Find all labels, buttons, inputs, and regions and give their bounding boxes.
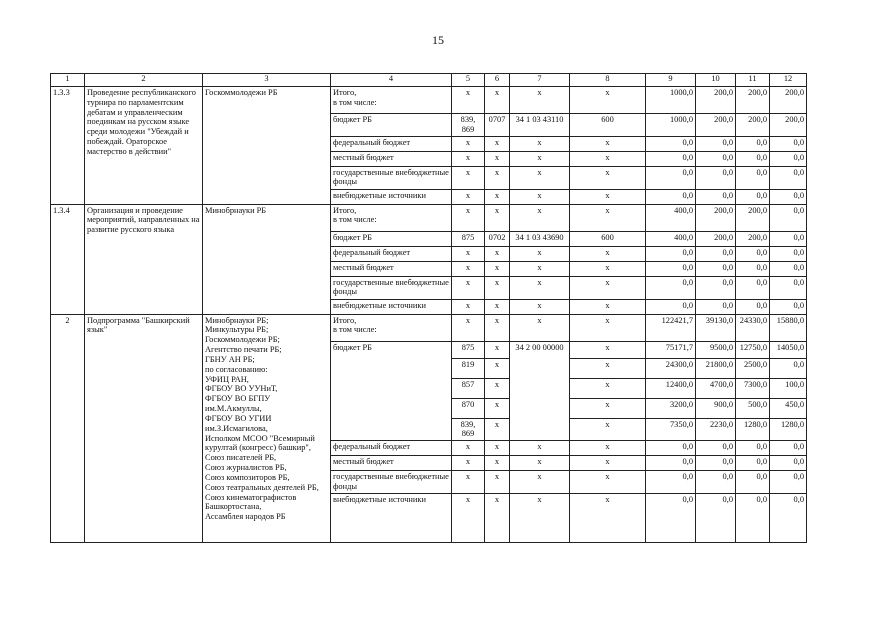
cell-total-sum: 400,0 bbox=[646, 231, 696, 246]
cell-section: х bbox=[485, 204, 510, 231]
cell-year-1: 4700,0 bbox=[696, 378, 736, 398]
funding-source-label: федеральный бюджет bbox=[331, 246, 452, 261]
cell-section: х bbox=[485, 299, 510, 314]
cell-total-sum: 0,0 bbox=[646, 299, 696, 314]
cell-section: х bbox=[485, 166, 510, 189]
cell-year-1: 0,0 bbox=[696, 471, 736, 494]
cell-grbs: 870 bbox=[452, 398, 485, 418]
cell-expense-type: х bbox=[570, 261, 646, 276]
cell-year-1: 0,0 bbox=[696, 136, 736, 151]
funding-source-label: местный бюджет bbox=[331, 456, 452, 471]
funding-source-label: бюджет РБ bbox=[331, 231, 452, 246]
cell-expense-type: х bbox=[570, 189, 646, 204]
funding-source-label: Итого, в том числе: bbox=[331, 204, 452, 231]
cell-year-2: 0,0 bbox=[736, 189, 770, 204]
cell-target-article: 34 2 00 00000 bbox=[510, 341, 570, 441]
cell-year-3: 200,0 bbox=[770, 114, 807, 137]
column-header-2: 2 bbox=[85, 74, 203, 87]
cell-grbs: х bbox=[452, 276, 485, 299]
cell-year-3: 14050,0 bbox=[770, 341, 807, 358]
cell-grbs: 819 bbox=[452, 358, 485, 378]
cell-section: х bbox=[485, 494, 510, 543]
cell-year-3: 0,0 bbox=[770, 204, 807, 231]
cell-section: х bbox=[485, 471, 510, 494]
cell-expense-type: х bbox=[570, 276, 646, 299]
cell-year-2: 0,0 bbox=[736, 166, 770, 189]
cell-year-3: 1280,0 bbox=[770, 418, 807, 441]
cell-total-sum: 0,0 bbox=[646, 441, 696, 456]
cell-grbs: х bbox=[452, 314, 485, 341]
cell-year-3: 200,0 bbox=[770, 87, 807, 114]
funding-source-label: местный бюджет bbox=[331, 151, 452, 166]
cell-year-2: 0,0 bbox=[736, 471, 770, 494]
cell-year-1: 0,0 bbox=[696, 276, 736, 299]
cell-total-sum: 0,0 bbox=[646, 151, 696, 166]
column-header-9: 9 bbox=[646, 74, 696, 87]
cell-year-2: 0,0 bbox=[736, 276, 770, 299]
cell-year-3: 0,0 bbox=[770, 136, 807, 151]
cell-year-2: 0,0 bbox=[736, 299, 770, 314]
cell-grbs: 875 bbox=[452, 231, 485, 246]
cell-year-2: 0,0 bbox=[736, 136, 770, 151]
cell-year-2: 1280,0 bbox=[736, 418, 770, 441]
cell-expense-type: х bbox=[570, 441, 646, 456]
cell-total-sum: 0,0 bbox=[646, 261, 696, 276]
cell-year-1: 21800,0 bbox=[696, 358, 736, 378]
cell-year-2: 200,0 bbox=[736, 204, 770, 231]
cell-section: х bbox=[485, 136, 510, 151]
table-row bbox=[51, 87, 807, 114]
cell-year-1: 39130,0 bbox=[696, 314, 736, 341]
cell-target-article: 34 1 03 43690 bbox=[510, 231, 570, 246]
subprogram-2-number: 2 bbox=[51, 314, 85, 543]
funding-source-label: внебюджетные источники bbox=[331, 494, 452, 543]
funding-source-label: государственные внебюджетные фонды bbox=[331, 471, 452, 494]
cell-grbs: х bbox=[452, 471, 485, 494]
cell-year-3: 0,0 bbox=[770, 358, 807, 378]
column-header-12: 12 bbox=[770, 74, 807, 87]
cell-target-article: х bbox=[510, 136, 570, 151]
cell-year-3: 0,0 bbox=[770, 299, 807, 314]
cell-target-article: х bbox=[510, 87, 570, 114]
cell-total-sum: 1000,0 bbox=[646, 114, 696, 137]
measure-1-3-3-title: Проведение республиканского турнира по парламентским дебатам и управленческим поединкам на русском языке среди молодежи "Убеждай и побеждай. Ораторское мастерство в действии" bbox=[85, 87, 203, 205]
cell-grbs: х bbox=[452, 166, 485, 189]
cell-expense-type: х bbox=[570, 166, 646, 189]
cell-year-2: 2500,0 bbox=[736, 358, 770, 378]
cell-year-2: 0,0 bbox=[736, 151, 770, 166]
funding-source-label: государственные внебюджетные фонды bbox=[331, 166, 452, 189]
cell-total-sum: 0,0 bbox=[646, 246, 696, 261]
cell-target-article: х bbox=[510, 246, 570, 261]
cell-section: х bbox=[485, 261, 510, 276]
cell-year-1: 0,0 bbox=[696, 151, 736, 166]
cell-year-2: 200,0 bbox=[736, 114, 770, 137]
cell-year-1: 0,0 bbox=[696, 166, 736, 189]
cell-year-3: 0,0 bbox=[770, 471, 807, 494]
cell-year-3: 0,0 bbox=[770, 456, 807, 471]
cell-expense-type: х bbox=[570, 299, 646, 314]
cell-year-2: 200,0 bbox=[736, 87, 770, 114]
cell-section: х bbox=[485, 189, 510, 204]
table-row bbox=[51, 204, 807, 231]
cell-year-1: 0,0 bbox=[696, 494, 736, 543]
cell-target-article: х bbox=[510, 166, 570, 189]
cell-target-article: х bbox=[510, 261, 570, 276]
cell-year-2: 0,0 bbox=[736, 494, 770, 543]
funding-source-label: внебюджетные источники bbox=[331, 299, 452, 314]
cell-year-1: 0,0 bbox=[696, 299, 736, 314]
funding-source-label: Итого, в том числе: bbox=[331, 87, 452, 114]
subprogram-2-executors: Минобрнауки РБ; Минкультуры РБ; Госкоммолодежи РБ; Агентство печати РБ; ГБНУ АН РБ; по согласованию: УФИЦ РАН, ФГБОУ ВО УУНиТ, ФГБОУ ВО БГПУ им.М.Акмуллы, ФГБОУ ВО УГИИ им.З.Исмагилова, Исполком МСОО "Всемирный курултай (конгресс) башкир", Союз писателей РБ, Союз журналистов РБ, Союз композиторов РБ, Союз театральных деятелей РБ, Союз кинематографистов Башкортостана, Ассамблея народов РБ bbox=[203, 314, 331, 543]
header-row bbox=[51, 74, 807, 87]
cell-total-sum: 122421,7 bbox=[646, 314, 696, 341]
cell-year-3: 100,0 bbox=[770, 378, 807, 398]
cell-grbs: х bbox=[452, 299, 485, 314]
cell-year-1: 0,0 bbox=[696, 456, 736, 471]
funding-source-label: федеральный бюджет bbox=[331, 136, 452, 151]
cell-total-sum: 7350,0 bbox=[646, 418, 696, 441]
cell-year-1: 0,0 bbox=[696, 261, 736, 276]
cell-section: х bbox=[485, 87, 510, 114]
cell-expense-type: 600 bbox=[570, 114, 646, 137]
financing-table bbox=[50, 73, 807, 543]
cell-grbs: х bbox=[452, 189, 485, 204]
cell-section: х bbox=[485, 418, 510, 441]
cell-year-2: 0,0 bbox=[736, 456, 770, 471]
subprogram-2-title: Подпрограмма "Башкирский язык" bbox=[85, 314, 203, 543]
cell-total-sum: 0,0 bbox=[646, 276, 696, 299]
cell-total-sum: 0,0 bbox=[646, 471, 696, 494]
column-header-10: 10 bbox=[696, 74, 736, 87]
column-header-1: 1 bbox=[51, 74, 85, 87]
cell-grbs: 857 bbox=[452, 378, 485, 398]
cell-expense-type: х bbox=[570, 456, 646, 471]
funding-source-label: местный бюджет bbox=[331, 261, 452, 276]
cell-total-sum: 75171,7 bbox=[646, 341, 696, 358]
cell-year-3: 0,0 bbox=[770, 151, 807, 166]
cell-grbs: х bbox=[452, 136, 485, 151]
column-header-3: 3 bbox=[203, 74, 331, 87]
table-row bbox=[51, 314, 807, 341]
cell-year-1: 200,0 bbox=[696, 114, 736, 137]
cell-target-article: х bbox=[510, 471, 570, 494]
cell-year-1: 9500,0 bbox=[696, 341, 736, 358]
cell-total-sum: 400,0 bbox=[646, 204, 696, 231]
cell-year-2: 0,0 bbox=[736, 246, 770, 261]
cell-grbs: 839, 869 bbox=[452, 418, 485, 441]
cell-year-2: 7300,0 bbox=[736, 378, 770, 398]
cell-total-sum: 24300,0 bbox=[646, 358, 696, 378]
cell-target-article: х bbox=[510, 204, 570, 231]
cell-target-article: х bbox=[510, 276, 570, 299]
cell-expense-type: х bbox=[570, 378, 646, 398]
cell-year-1: 0,0 bbox=[696, 189, 736, 204]
cell-total-sum: 0,0 bbox=[646, 189, 696, 204]
funding-source-label: Итого, в том числе: bbox=[331, 314, 452, 341]
cell-expense-type: х bbox=[570, 418, 646, 441]
cell-target-article: х bbox=[510, 494, 570, 543]
cell-total-sum: 3200,0 bbox=[646, 398, 696, 418]
measure-1-3-3-number: 1.3.3 bbox=[51, 87, 85, 205]
cell-year-1: 0,0 bbox=[696, 246, 736, 261]
cell-year-1: 200,0 bbox=[696, 204, 736, 231]
cell-expense-type: х bbox=[570, 341, 646, 358]
cell-grbs: х bbox=[452, 151, 485, 166]
cell-year-3: 0,0 bbox=[770, 246, 807, 261]
cell-year-3: 450,0 bbox=[770, 398, 807, 418]
cell-total-sum: 0,0 bbox=[646, 494, 696, 543]
cell-section: х bbox=[485, 151, 510, 166]
cell-year-3: 15880,0 bbox=[770, 314, 807, 341]
cell-section: х bbox=[485, 314, 510, 341]
cell-expense-type: х bbox=[570, 314, 646, 341]
measure-1-3-3-executor: Госкоммолодежи РБ bbox=[203, 87, 331, 205]
cell-target-article: х bbox=[510, 314, 570, 341]
cell-year-3: 0,0 bbox=[770, 441, 807, 456]
cell-target-article: х bbox=[510, 299, 570, 314]
cell-year-1: 200,0 bbox=[696, 87, 736, 114]
cell-year-1: 0,0 bbox=[696, 441, 736, 456]
cell-expense-type: х bbox=[570, 358, 646, 378]
cell-grbs: х bbox=[452, 494, 485, 543]
column-header-6: 6 bbox=[485, 74, 510, 87]
cell-year-3: 0,0 bbox=[770, 494, 807, 543]
cell-target-article: х bbox=[510, 189, 570, 204]
cell-year-1: 200,0 bbox=[696, 231, 736, 246]
funding-source-label: федеральный бюджет bbox=[331, 441, 452, 456]
cell-expense-type: х bbox=[570, 398, 646, 418]
cell-target-article: х bbox=[510, 151, 570, 166]
cell-expense-type: х bbox=[570, 246, 646, 261]
cell-expense-type: х bbox=[570, 136, 646, 151]
column-header-7: 7 bbox=[510, 74, 570, 87]
cell-section: 0702 bbox=[485, 231, 510, 246]
cell-expense-type: х bbox=[570, 471, 646, 494]
measure-1-3-4-number: 1.3.4 bbox=[51, 204, 85, 314]
cell-year-2: 500,0 bbox=[736, 398, 770, 418]
column-header-5: 5 bbox=[452, 74, 485, 87]
cell-expense-type: 600 bbox=[570, 231, 646, 246]
cell-section: х bbox=[485, 398, 510, 418]
cell-grbs: х bbox=[452, 261, 485, 276]
column-header-8: 8 bbox=[570, 74, 646, 87]
cell-expense-type: х bbox=[570, 151, 646, 166]
cell-section: х bbox=[485, 358, 510, 378]
column-header-4: 4 bbox=[331, 74, 452, 87]
cell-year-2: 24330,0 bbox=[736, 314, 770, 341]
column-header-11: 11 bbox=[736, 74, 770, 87]
cell-grbs: х bbox=[452, 204, 485, 231]
funding-source-label: государственные внебюджетные фонды bbox=[331, 276, 452, 299]
measure-1-3-4-executor: Минобрнауки РБ bbox=[203, 204, 331, 314]
page-number: 15 bbox=[432, 33, 444, 47]
cell-year-3: 0,0 bbox=[770, 166, 807, 189]
cell-section: х bbox=[485, 456, 510, 471]
cell-section: 0707 bbox=[485, 114, 510, 137]
cell-total-sum: 0,0 bbox=[646, 136, 696, 151]
cell-year-3: 0,0 bbox=[770, 231, 807, 246]
cell-year-3: 0,0 bbox=[770, 276, 807, 299]
cell-year-3: 0,0 bbox=[770, 189, 807, 204]
cell-section: х bbox=[485, 246, 510, 261]
cell-year-3: 0,0 bbox=[770, 261, 807, 276]
cell-year-2: 0,0 bbox=[736, 441, 770, 456]
cell-grbs: х bbox=[452, 246, 485, 261]
cell-section: х bbox=[485, 378, 510, 398]
cell-total-sum: 0,0 bbox=[646, 166, 696, 189]
funding-source-label: бюджет РБ bbox=[331, 341, 452, 441]
cell-target-article: 34 1 03 43110 bbox=[510, 114, 570, 137]
cell-year-1: 2230,0 bbox=[696, 418, 736, 441]
funding-source-label: бюджет РБ bbox=[331, 114, 452, 137]
cell-year-1: 900,0 bbox=[696, 398, 736, 418]
measure-1-3-4-title: Организация и проведение мероприятий, направленных на развитие русского языка bbox=[85, 204, 203, 314]
cell-grbs: 839, 869 bbox=[452, 114, 485, 137]
cell-section: х bbox=[485, 441, 510, 456]
cell-total-sum: 1000,0 bbox=[646, 87, 696, 114]
cell-section: х bbox=[485, 341, 510, 358]
cell-year-2: 200,0 bbox=[736, 231, 770, 246]
cell-expense-type: х bbox=[570, 87, 646, 114]
cell-grbs: х bbox=[452, 441, 485, 456]
cell-total-sum: 12400,0 bbox=[646, 378, 696, 398]
cell-target-article: х bbox=[510, 441, 570, 456]
cell-total-sum: 0,0 bbox=[646, 456, 696, 471]
cell-target-article: х bbox=[510, 456, 570, 471]
cell-expense-type: х bbox=[570, 204, 646, 231]
funding-source-label: внебюджетные источники bbox=[331, 189, 452, 204]
cell-grbs: х bbox=[452, 456, 485, 471]
cell-grbs: 875 bbox=[452, 341, 485, 358]
cell-year-2: 0,0 bbox=[736, 261, 770, 276]
cell-year-2: 12750,0 bbox=[736, 341, 770, 358]
cell-expense-type: х bbox=[570, 494, 646, 543]
cell-section: х bbox=[485, 276, 510, 299]
cell-grbs: х bbox=[452, 87, 485, 114]
